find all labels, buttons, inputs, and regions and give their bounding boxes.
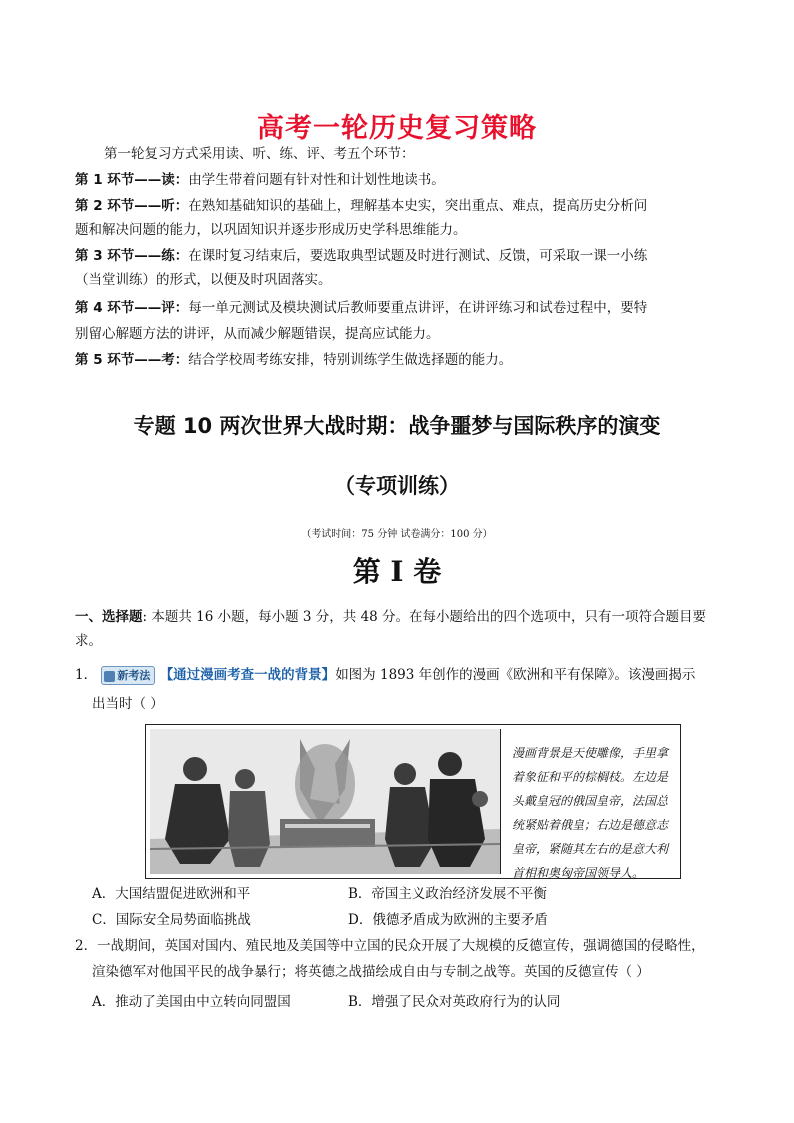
section-text: : 本题共 16 小题，每小题 3 分，共 48 分。在每小题给出的四个选项中，只有一项符合题目要 bbox=[142, 609, 707, 625]
step-3 bbox=[75, 248, 725, 264]
question-1 bbox=[75, 666, 725, 685]
page-title: 高考一轮历史复习策略 bbox=[257, 113, 537, 144]
step-text: 在熟知基础知识的基础上，理解基本史实，突出重点、难点，提高历史分析问 bbox=[188, 198, 648, 214]
step-4-cont: 别留心解题方法的讲评，从而减少解题错误，提高应试能力。 bbox=[75, 326, 440, 342]
step-label: 第 5 环节——考： bbox=[75, 352, 189, 368]
cartoon-image bbox=[150, 729, 501, 874]
pencil-icon bbox=[104, 671, 115, 682]
step-text: 结合学校周考练安排，特别训练学生做选择题的能力。 bbox=[188, 352, 513, 368]
intro-line: 第一轮复习方式采用读、听、练、评、考五个环节： bbox=[104, 146, 415, 162]
step-text: 每一单元测试及模块测试后教师要重点讲评，在讲评练习和试卷过程中，要特 bbox=[188, 300, 648, 316]
step-label: 第 4 环节——评： bbox=[75, 300, 189, 316]
volume-heading: 第 I 卷 bbox=[352, 555, 442, 588]
section-instructions-cont: 求。 bbox=[75, 633, 102, 649]
section-lead: 一、选择题 bbox=[75, 609, 143, 625]
step-text: 在课时复习结束后，要选取典型试题及时进行测试、反馈，可采取一课一小练 bbox=[188, 248, 648, 264]
step-label: 第 3 环节——练： bbox=[75, 248, 189, 264]
step-label: 第 2 环节——听： bbox=[75, 198, 189, 214]
topic-subtitle: （专项训练） bbox=[334, 474, 460, 498]
step-2-cont: 题和解决问题的能力，以巩固知识并逐步形成历史学科思维能力。 bbox=[75, 222, 467, 238]
step-4 bbox=[75, 300, 725, 316]
question-1-cont: 出当时（ ） bbox=[92, 696, 164, 712]
section-instructions bbox=[75, 609, 725, 625]
question-text: 如图为 1893 年创作的漫画《欧洲和平有保障》。该漫画揭示 bbox=[335, 667, 696, 683]
step-5 bbox=[75, 352, 725, 368]
cartoon-caption: 漫画背景是天使雕像，手里拿着象征和平的棕榈枝。左边是头戴皇冠的俄国皇帝，法国总统紧贴着俄皇；右边是德意志皇帝，紧随其左右的是意大利首相和奥匈帝国领导人。 bbox=[512, 746, 669, 880]
new-method-badge bbox=[101, 666, 155, 685]
q2-option-b: B．增强了民众对英政府行为的认同 bbox=[348, 994, 561, 1010]
topic-title: 专题 10 两次世界大战时期：战争噩梦与国际秩序的演变 bbox=[133, 414, 661, 438]
question-2: 2．一战期间，英国对国内、殖民地及美国等中立国的民众开展了大规模的反德宣传，强调德国的侵略性， bbox=[75, 938, 705, 954]
step-2 bbox=[75, 198, 725, 214]
step-text: 由学生带着问题有针对性和计划性地读书。 bbox=[188, 172, 445, 188]
q2-option-a: A．推动了美国由中立转向同盟国 bbox=[92, 994, 291, 1010]
step-label: 第 1 环节——读： bbox=[75, 172, 189, 188]
badge-label: 新考法 bbox=[117, 669, 151, 682]
question-number: 1． bbox=[75, 667, 98, 683]
exam-info: （考试时间：75 分钟 试卷满分：100 分） bbox=[301, 529, 493, 540]
question-tag: 【通过漫画考查一战的背景】 bbox=[159, 667, 336, 683]
step-3-cont: （当堂训练）的形式，以便及时巩固落实。 bbox=[75, 272, 332, 288]
q1-option-b: B．帝国主义政治经济发展不平衡 bbox=[348, 886, 547, 902]
q1-option-d: D．俄德矛盾成为欧洲的主要矛盾 bbox=[348, 912, 548, 928]
cartoon-figure bbox=[145, 724, 681, 879]
q1-option-a: A．大国结盟促进欧洲和平 bbox=[92, 886, 251, 902]
step-1 bbox=[75, 172, 725, 188]
cartoon-illustration bbox=[150, 729, 500, 874]
question-2-cont: 渲染德军对他国平民的战争暴行；将英德之战描绘成自由与专制之战等。英国的反德宣传（ ） bbox=[92, 964, 650, 980]
q1-option-c: C．国际安全局势面临挑战 bbox=[92, 912, 251, 928]
